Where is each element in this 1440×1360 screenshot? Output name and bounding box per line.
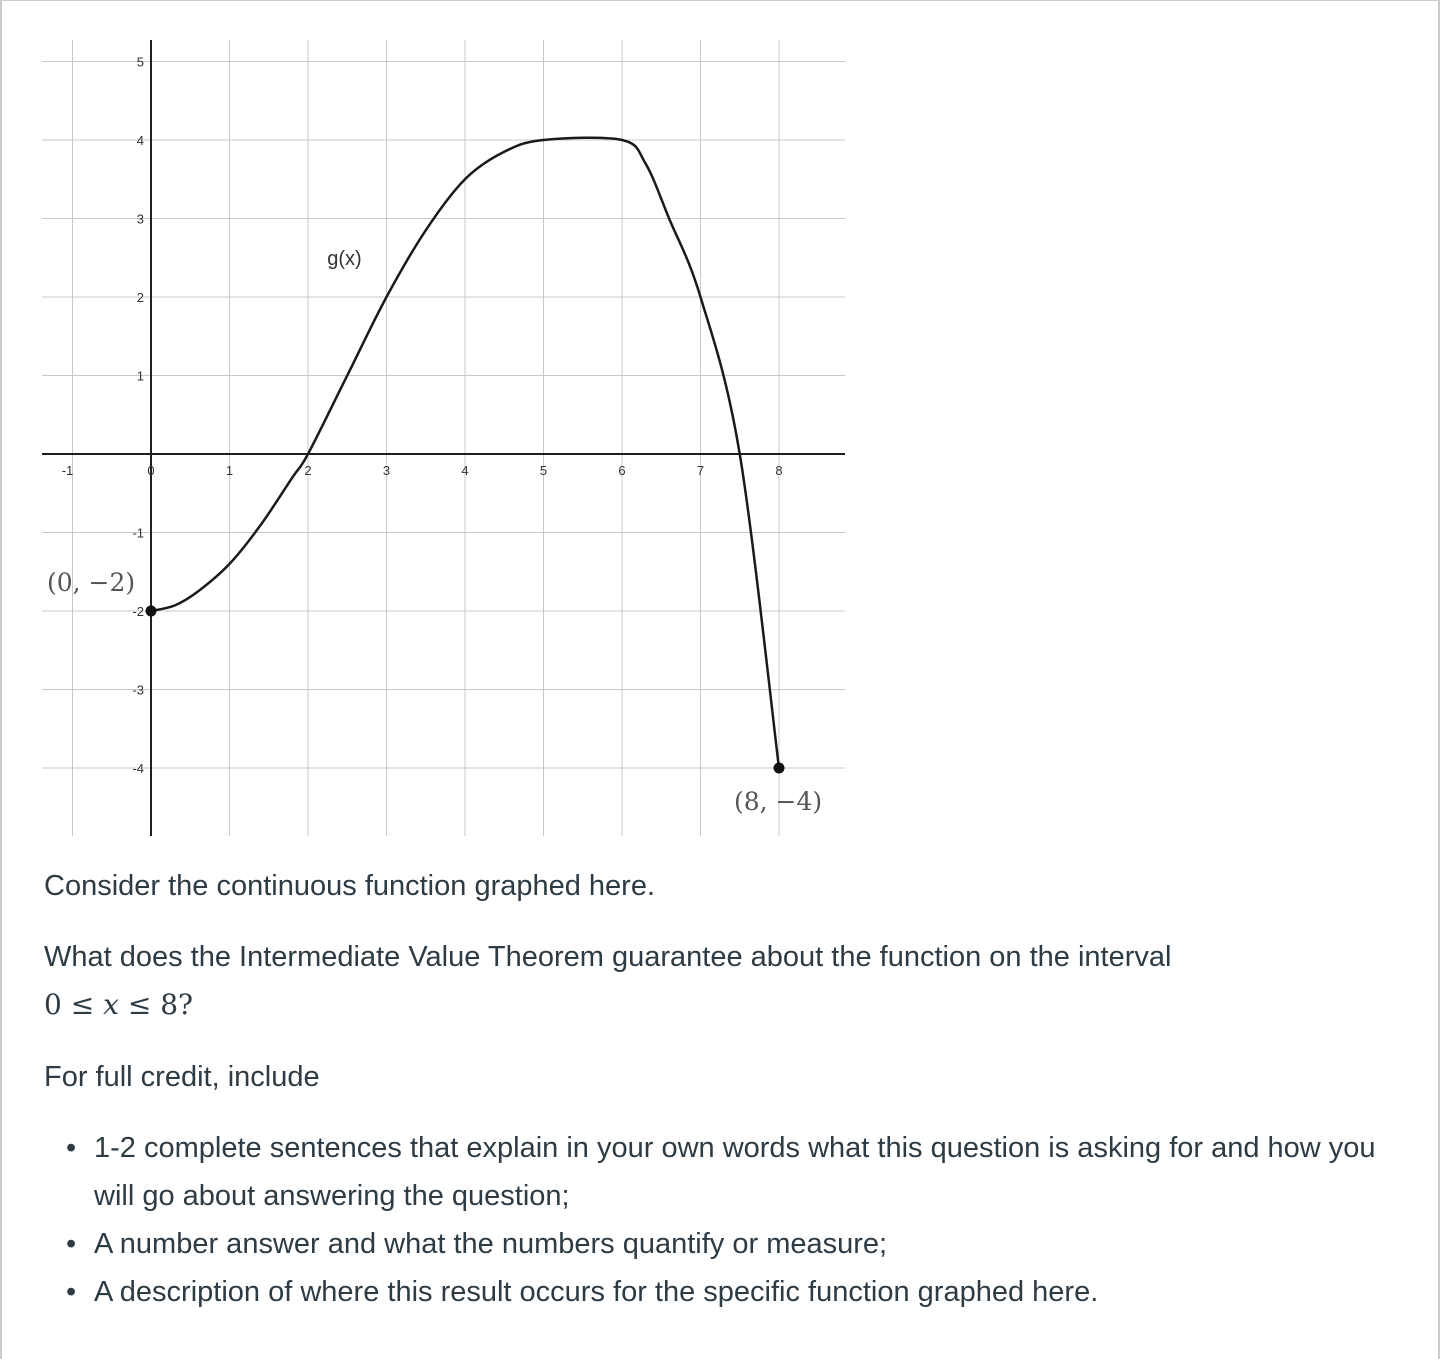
x-tick-label: 0	[147, 463, 155, 478]
x-tick-label: -1	[61, 463, 74, 478]
y-tick-label: -3	[132, 682, 144, 698]
question-intro: Consider the continuous function graphed here.	[44, 870, 656, 902]
y-tick-label: 4	[136, 133, 144, 148]
x-tick-label: 3	[382, 463, 391, 478]
function-graph	[0, 0, 860, 840]
y-tick-label: 3	[136, 211, 144, 227]
y-tick-label: -4	[132, 761, 144, 776]
x-tick-label: 4	[461, 463, 469, 478]
question-prompt	[44, 933, 1404, 1029]
endpoint-label: (8, −4)	[734, 787, 823, 816]
x-tick-label: 8	[775, 463, 783, 478]
endpoint-marker	[146, 606, 157, 617]
endpoint-marker	[774, 763, 785, 774]
list-item: • 1-2 complete sentences that explain in your own words what this question is asking for and how you will go about answering the question;	[44, 1124, 1404, 1220]
y-tick-label: 2	[136, 290, 144, 305]
question-prompt-text: What does the Intermediate Value Theorem guarantee about the function on the interval	[44, 941, 1172, 973]
x-tick-label: 1	[225, 463, 234, 478]
x-tick-label: 5	[539, 463, 548, 478]
list-item: • A number answer and what the numbers quantify or measure;	[44, 1220, 1404, 1268]
x-tick-label: 6	[618, 463, 626, 478]
x-tick-label: 7	[696, 463, 705, 478]
list-item: • A description of where this result occurs for the specific function graphed here.	[44, 1268, 1404, 1316]
y-tick-label: 5	[136, 54, 144, 70]
y-tick-label: -2	[132, 604, 144, 619]
interval-math: 0 ≤ x ≤ 8?	[44, 988, 194, 1021]
x-tick-label: 2	[304, 463, 312, 478]
function-label: g(x)	[327, 247, 362, 270]
credit-heading: For full credit, include	[44, 1061, 320, 1093]
y-tick-label: -1	[132, 525, 144, 541]
requirements-list	[44, 1124, 1404, 1316]
y-tick-label: 1	[136, 368, 144, 384]
endpoint-label: (0, −2)	[47, 568, 136, 597]
